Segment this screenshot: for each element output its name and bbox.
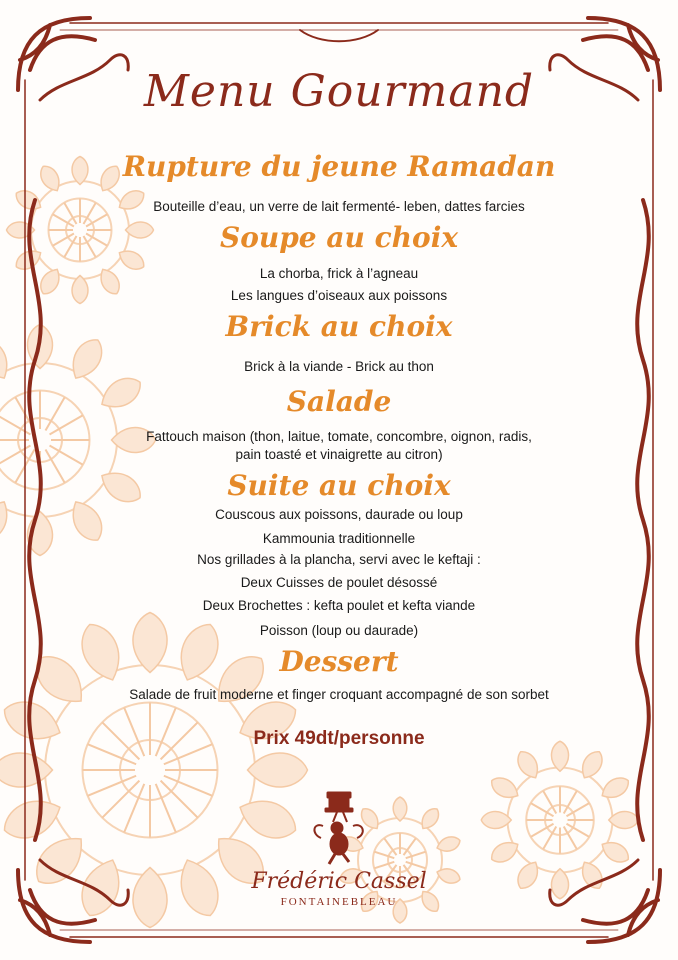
menu-item-line: Kammounia traditionnelle bbox=[262, 531, 416, 546]
menu-item-line: pain toasté et vinaigrette au citron) bbox=[235, 447, 443, 462]
menu-title: Menu Gourmand bbox=[143, 66, 535, 117]
section-heading: Soupe au choix bbox=[219, 221, 459, 254]
menu-price: Prix 49dt/personne bbox=[253, 728, 425, 749]
brand-city: FONTAINEBLEAU bbox=[280, 896, 398, 908]
section-heading: Suite au choix bbox=[227, 469, 451, 502]
menu-item-line: Nos grillades à la plancha, servi avec le keftaji : bbox=[197, 552, 481, 567]
menu-item-line: La chorba, frick à l’agneau bbox=[259, 266, 419, 281]
menu-item-line: Fattouch maison (thon, laitue, tomate, concombre, oignon, radis, bbox=[146, 429, 532, 444]
menu-item-line: Poisson (loup ou daurade) bbox=[259, 623, 419, 638]
menu-item-line: Les langues d’oiseaux aux poissons bbox=[230, 288, 448, 303]
menu-item-line: Couscous aux poissons, daurade ou loup bbox=[215, 507, 463, 522]
section-heading: Dessert bbox=[279, 645, 399, 678]
section-heading: Brick au choix bbox=[225, 310, 453, 343]
menu-item-line: Salade de fruit moderne et finger croquant accompagné de son sorbet bbox=[129, 687, 549, 702]
cherub-logo-icon bbox=[309, 786, 369, 866]
section-heading: Rupture du jeune Ramadan bbox=[122, 150, 556, 183]
menu-item-line: Bouteille d’eau, un verre de lait fermenté- leben, dattes farcies bbox=[153, 199, 525, 214]
section-heading: Salade bbox=[286, 385, 392, 418]
menu-item-line: Deux Brochettes : kefta poulet et kefta viande bbox=[202, 598, 476, 613]
brand-name: Frédéric Cassel bbox=[251, 869, 427, 894]
menu-item-line: Deux Cuisses de poulet désossé bbox=[240, 575, 438, 590]
menu-item-line: Brick à la viande - Brick au thon bbox=[244, 359, 434, 374]
